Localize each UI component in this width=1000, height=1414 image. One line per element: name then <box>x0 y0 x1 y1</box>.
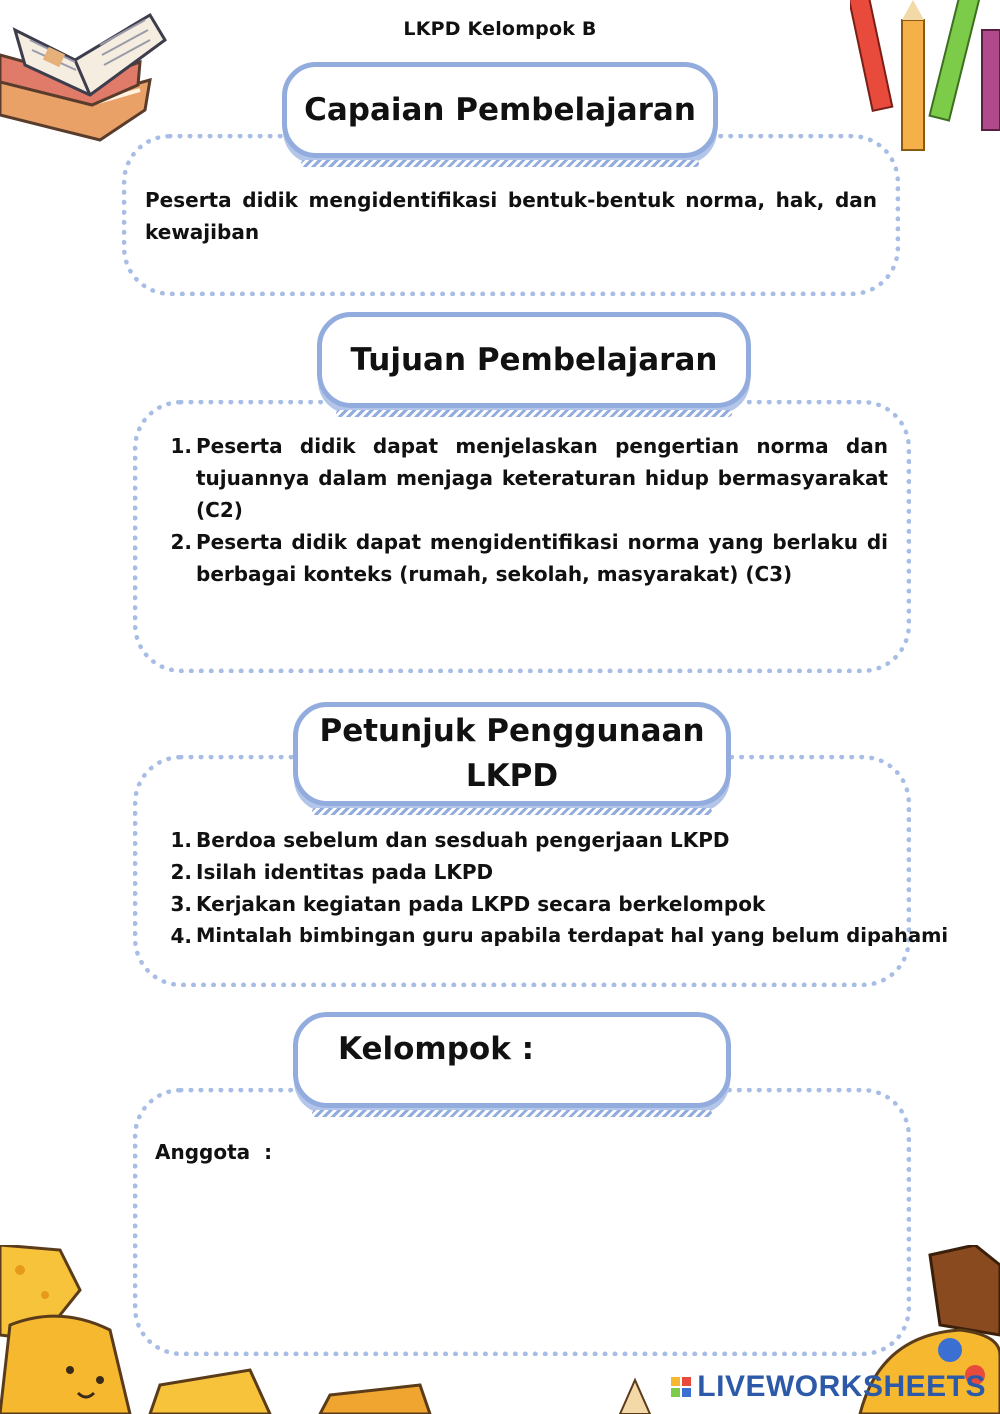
list-item <box>150 888 910 920</box>
list-item-number: 1. <box>170 828 192 852</box>
list-item-text: Mintalah bimbingan guru apabila terdapat hal yang belum dipahami <box>196 924 949 947</box>
list-item <box>150 920 949 952</box>
list-item <box>150 430 888 526</box>
tujuan-title: Tujuan Pembelajaran <box>317 312 751 408</box>
kelompok-title: Kelompok : <box>338 1031 535 1067</box>
list-item-text: Isilah identitas pada LKPD <box>196 860 494 884</box>
petunjuk-title-line2: LKPD <box>465 758 559 794</box>
kelompok-title-pill <box>293 1012 731 1108</box>
petunjuk-list-container <box>150 824 949 952</box>
tujuan-list <box>150 430 888 590</box>
list-item-number: 1. <box>170 434 192 458</box>
petunjuk-title <box>293 702 731 806</box>
list-item-text: Peserta didik dapat menjelaskan pengertian norma dan tujuannya dalam menjaga keteraturan hidup bermasyarakat (C2) <box>196 434 888 522</box>
list-item <box>150 824 910 856</box>
list-item-text: Kerjakan kegiatan pada LKPD secara berkelompok <box>196 892 766 916</box>
list-item-number: 2. <box>170 530 192 554</box>
list-item-number: 2. <box>170 860 192 884</box>
list-item <box>150 856 910 888</box>
list-item-number: 3. <box>170 892 192 916</box>
list-item-number: 4. <box>170 924 192 948</box>
kelompok-box <box>133 1088 911 1356</box>
petunjuk-list <box>150 824 949 952</box>
list-item-text: Berdoa sebelum dan sesduah pengerjaan LKPD <box>196 828 730 852</box>
liveworksheets-watermark <box>671 1370 986 1404</box>
capaian-title: Capaian Pembelajaran <box>282 62 718 158</box>
liveworksheets-logo-icon <box>671 1377 691 1397</box>
list-item <box>150 526 888 590</box>
anggota-label: Anggota : <box>155 1140 273 1164</box>
list-item-text: Peserta didik dapat mengidentifikasi norma yang berlaku di berbagai konteks (rumah, sekolah, masyarakat) (C3) <box>196 530 888 586</box>
tujuan-list-container <box>150 430 888 590</box>
capaian-text: Peserta didik mengidentifikasi bentuk-bentuk norma, hak, dan kewajiban <box>145 188 877 244</box>
watermark-text: LIVEWORKSHEETS <box>697 1370 986 1403</box>
petunjuk-title-line1: Petunjuk Penggunaan <box>319 713 705 750</box>
page-header: LKPD Kelompok B <box>403 18 597 40</box>
